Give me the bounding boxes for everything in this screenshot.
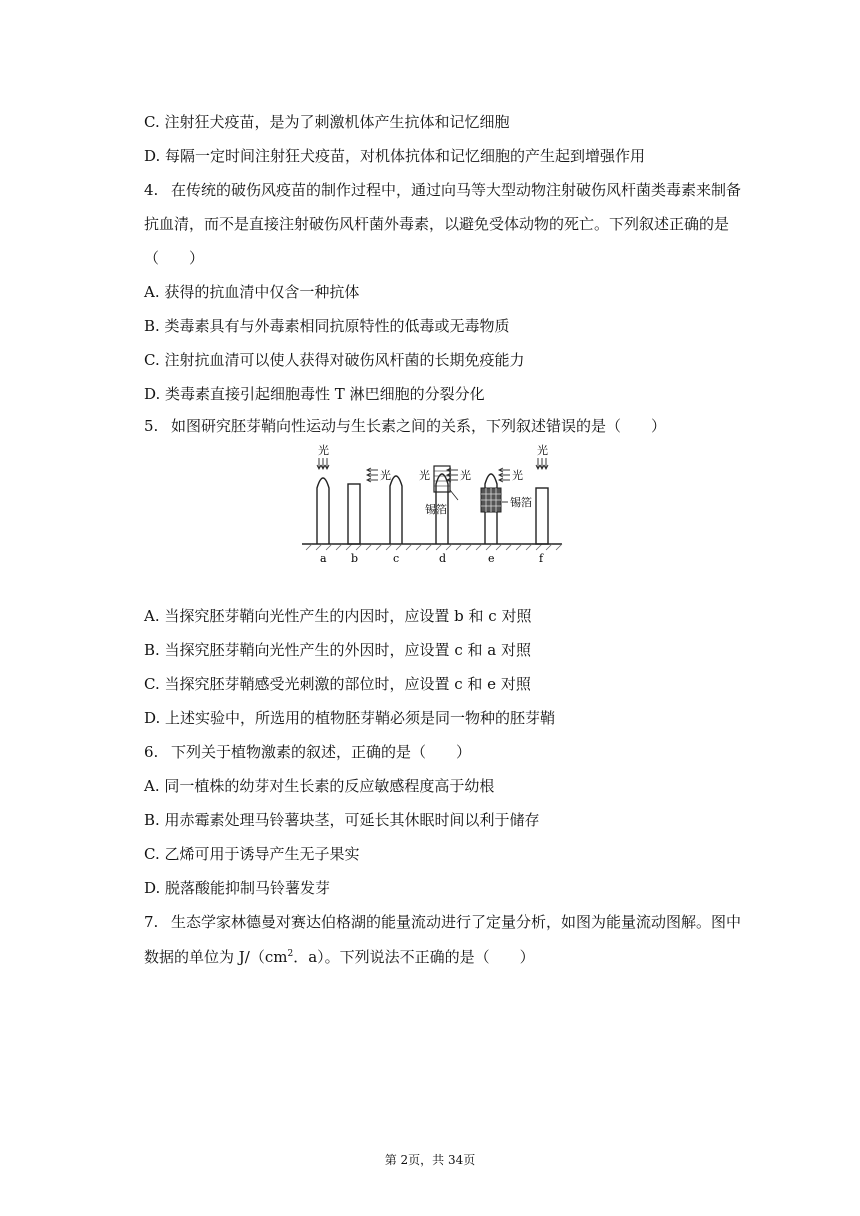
ground-hatching (306, 544, 562, 550)
q4-stem-line2: 抗血清，而不是直接注射破伤风杆菌外毒素，以避免受体动物的死亡。下列叙述正确的是 (144, 215, 730, 233)
q7-unit-superscript: 2 (287, 949, 294, 959)
coleoptile-c (367, 468, 402, 544)
q7-stem-text: 生态学家林德曼对赛达伯格湖的能量流动进行了定量分析，如图为能量流动图解。图中 (171, 913, 742, 931)
label-e: e (488, 552, 495, 565)
q6-stem-text: 下列关于植物激素的叙述，正确的是（ ） (171, 743, 472, 761)
light-arrows-down-f (536, 458, 548, 469)
q7-stem-line1 (144, 912, 741, 932)
q7-stem-tail: ．a）。下列说法不正确的是（ ） (293, 948, 535, 966)
q5-stem (144, 416, 666, 436)
q4-option-c: C. 注射抗血清可以使人获得对破伤风杆菌的长期免疫能力 (144, 351, 525, 369)
label-a: a (320, 552, 327, 565)
q4-stem-line1 (144, 180, 741, 200)
page-footer: 第 2页，共 34页 (384, 1153, 476, 1167)
q3-option-c: C. 注射狂犬疫苗，是为了刺激机体产生抗体和记忆细胞 (144, 113, 510, 131)
q4-number: 4. (144, 181, 159, 199)
light-label-d1: 光 (419, 469, 430, 482)
light-arrows-down-a (317, 458, 329, 469)
light-label-e: 光 (512, 469, 523, 482)
q6-option-a: A. 同一植株的幼芽对生长素的反应敏感程度高于幼根 (144, 777, 495, 795)
light-label-c: 光 (380, 469, 391, 482)
light-label-d2: 光 (460, 469, 471, 482)
coleoptile-a (317, 443, 329, 544)
q5-option-b: B. 当探究胚芽鞘向光性产生的外因时，应设置 c 和 a 对照 (144, 641, 531, 659)
q5-option-c: C. 当探究胚芽鞘感受光刺激的部位时，应设置 c 和 e 对照 (144, 675, 531, 693)
q6-option-b: B. 用赤霉素处理马铃薯块茎，可延长其休眠时间以利于储存 (144, 811, 540, 829)
light-arrows-left-c (367, 468, 378, 482)
q5-stem-text: 如图研究胚芽鞘向性运动与生长素之间的关系，下列叙述错误的是（ ） (171, 417, 667, 435)
label-c: c (393, 552, 400, 565)
q7-stem-line2 (144, 944, 535, 967)
q6-stem (144, 742, 471, 762)
q4-option-a: A. 获得的抗血清中仅含一种抗体 (144, 283, 360, 301)
q6-option-c: C. 乙烯可用于诱导产生无子果实 (144, 845, 360, 863)
coleoptile-d (419, 466, 471, 544)
light-label-a: 光 (318, 444, 329, 457)
q6-option-d: D. 脱落酸能抑制马铃薯发芽 (144, 879, 331, 897)
q4-stem-text: 在传统的破伤风疫苗的制作过程中，通过向马等大型动物注射破伤风杆菌类毒素来制备 (171, 181, 742, 199)
coleoptile-e (481, 468, 532, 544)
q5-number: 5. (144, 417, 159, 435)
coleoptile-f (536, 443, 548, 544)
light-label-f: 光 (537, 444, 548, 457)
foil-label-e: 锡箔 (510, 496, 532, 509)
label-f: f (539, 552, 544, 565)
q4-option-d: D. 类毒素直接引起细胞毒性 T 淋巴细胞的分裂分化 (144, 385, 485, 403)
q5-option-d: D. 上述实验中，所选用的植物胚芽鞘必须是同一物种的胚芽鞘 (144, 709, 556, 727)
foil-label-d: 锡箔 (425, 503, 447, 516)
coleoptile-b (348, 484, 360, 544)
q3-option-d: D. 每隔一定时间注射狂犬疫苗，对机体抗体和记忆细胞的产生起到增强作用 (144, 147, 646, 165)
light-arrows-left-e (499, 468, 510, 482)
q7-unit-text: 数据的单位为 J/（cm (144, 948, 288, 966)
light-arrows-left-d (447, 468, 458, 482)
q7-number: 7. (144, 913, 159, 931)
q4-option-b: B. 类毒素具有与外毒素相同抗原特性的低毒或无毒物质 (144, 317, 510, 335)
q5-option-a: A. 当探究胚芽鞘向光性产生的内因时，应设置 b 和 c 对照 (144, 607, 532, 625)
q4-answer-bracket: （ ） (144, 249, 205, 267)
label-b: b (351, 552, 359, 565)
label-d: d (439, 552, 447, 565)
coleoptile-labels (320, 552, 544, 565)
coleoptile-figure (300, 440, 570, 570)
q6-number: 6. (144, 743, 159, 761)
